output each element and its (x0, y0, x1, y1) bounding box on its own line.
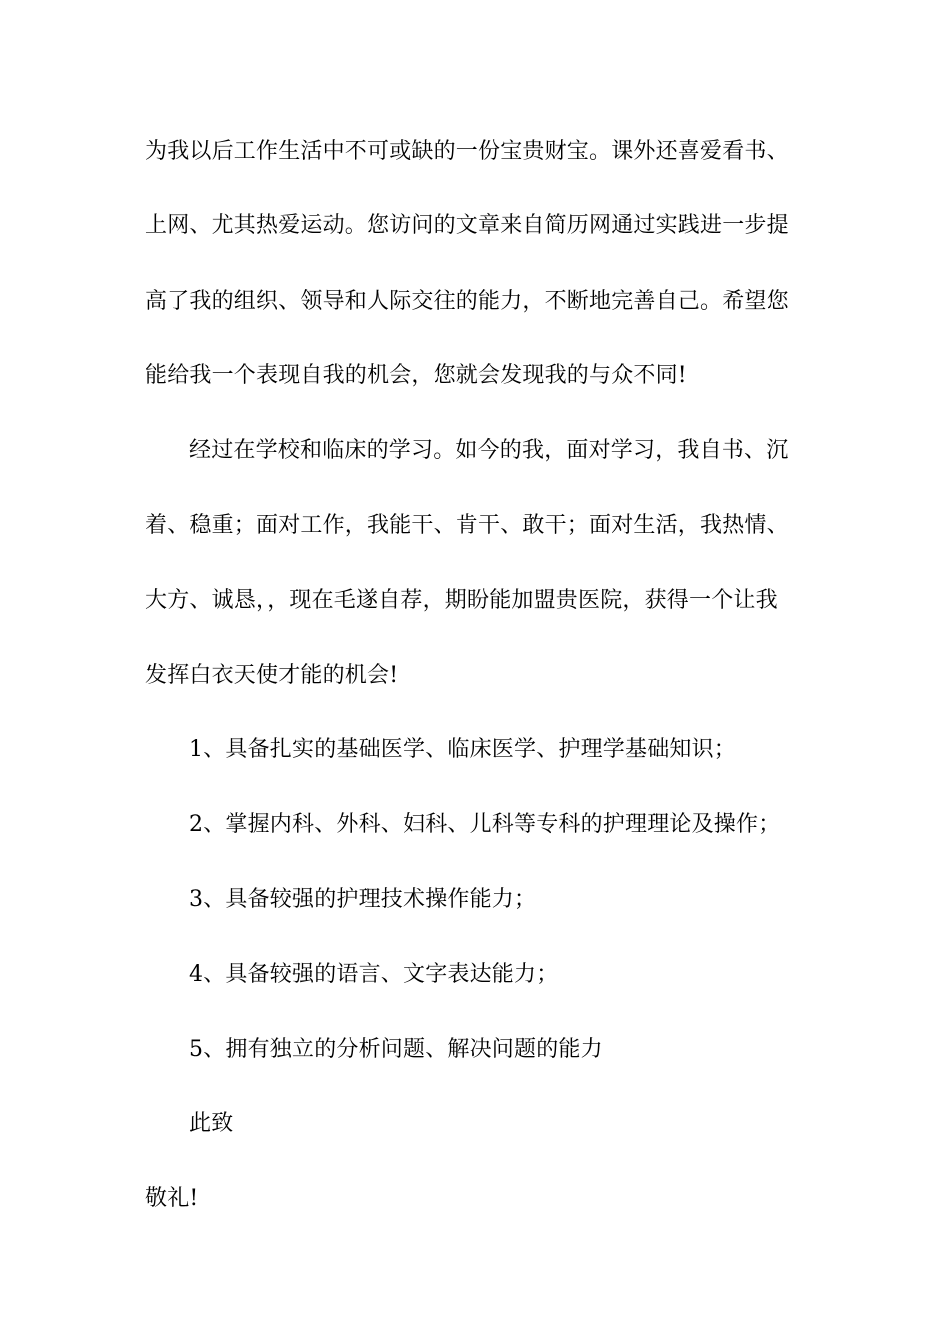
closing-text: 此致 (189, 1111, 234, 1136)
list-item: 4、具备较强的语言、文字表达能力； (189, 962, 559, 987)
list-item: 1、具备扎实的基础医学、临床医学、护理学基础知识； (189, 737, 736, 762)
paragraph-line: 上网、尤其热爱运动。您访问的文章来自简历网通过实践进一步提 (145, 213, 789, 238)
list-item: 5、拥有独立的分析问题、解决问题的能力 (189, 1037, 603, 1062)
paragraph-line: 发挥白衣天使才能的机会! (145, 663, 399, 688)
list-item: 2、掌握内科、外科、妇科、儿科等专科的护理理论及操作； (189, 812, 781, 837)
salutation-text: 敬礼! (145, 1186, 199, 1211)
paragraph-line: 着、稳重；面对工作，我能干、肯干、敢干；面对生活，我热情、 (145, 513, 789, 538)
list-item: 3、具备较强的护理技术操作能力； (189, 887, 537, 912)
paragraph-line: 为我以后工作生活中不可或缺的一份宝贵财宝。课外还喜爱看书、 (145, 139, 789, 164)
paragraph-line: 经过在学校和临床的学习。如今的我，面对学习，我自书、沉 (189, 438, 789, 463)
paragraph-line: 能给我一个表现自我的机会，您就会发现我的与众不同! (145, 363, 687, 388)
paragraph-line: 大方、诚恳，，现在毛遂自荐，期盼能加盟贵医院，获得一个让我 (145, 588, 778, 613)
paragraph-line: 高了我的组织、领导和人际交往的能力，不断地完善自己。希望您 (145, 289, 789, 314)
